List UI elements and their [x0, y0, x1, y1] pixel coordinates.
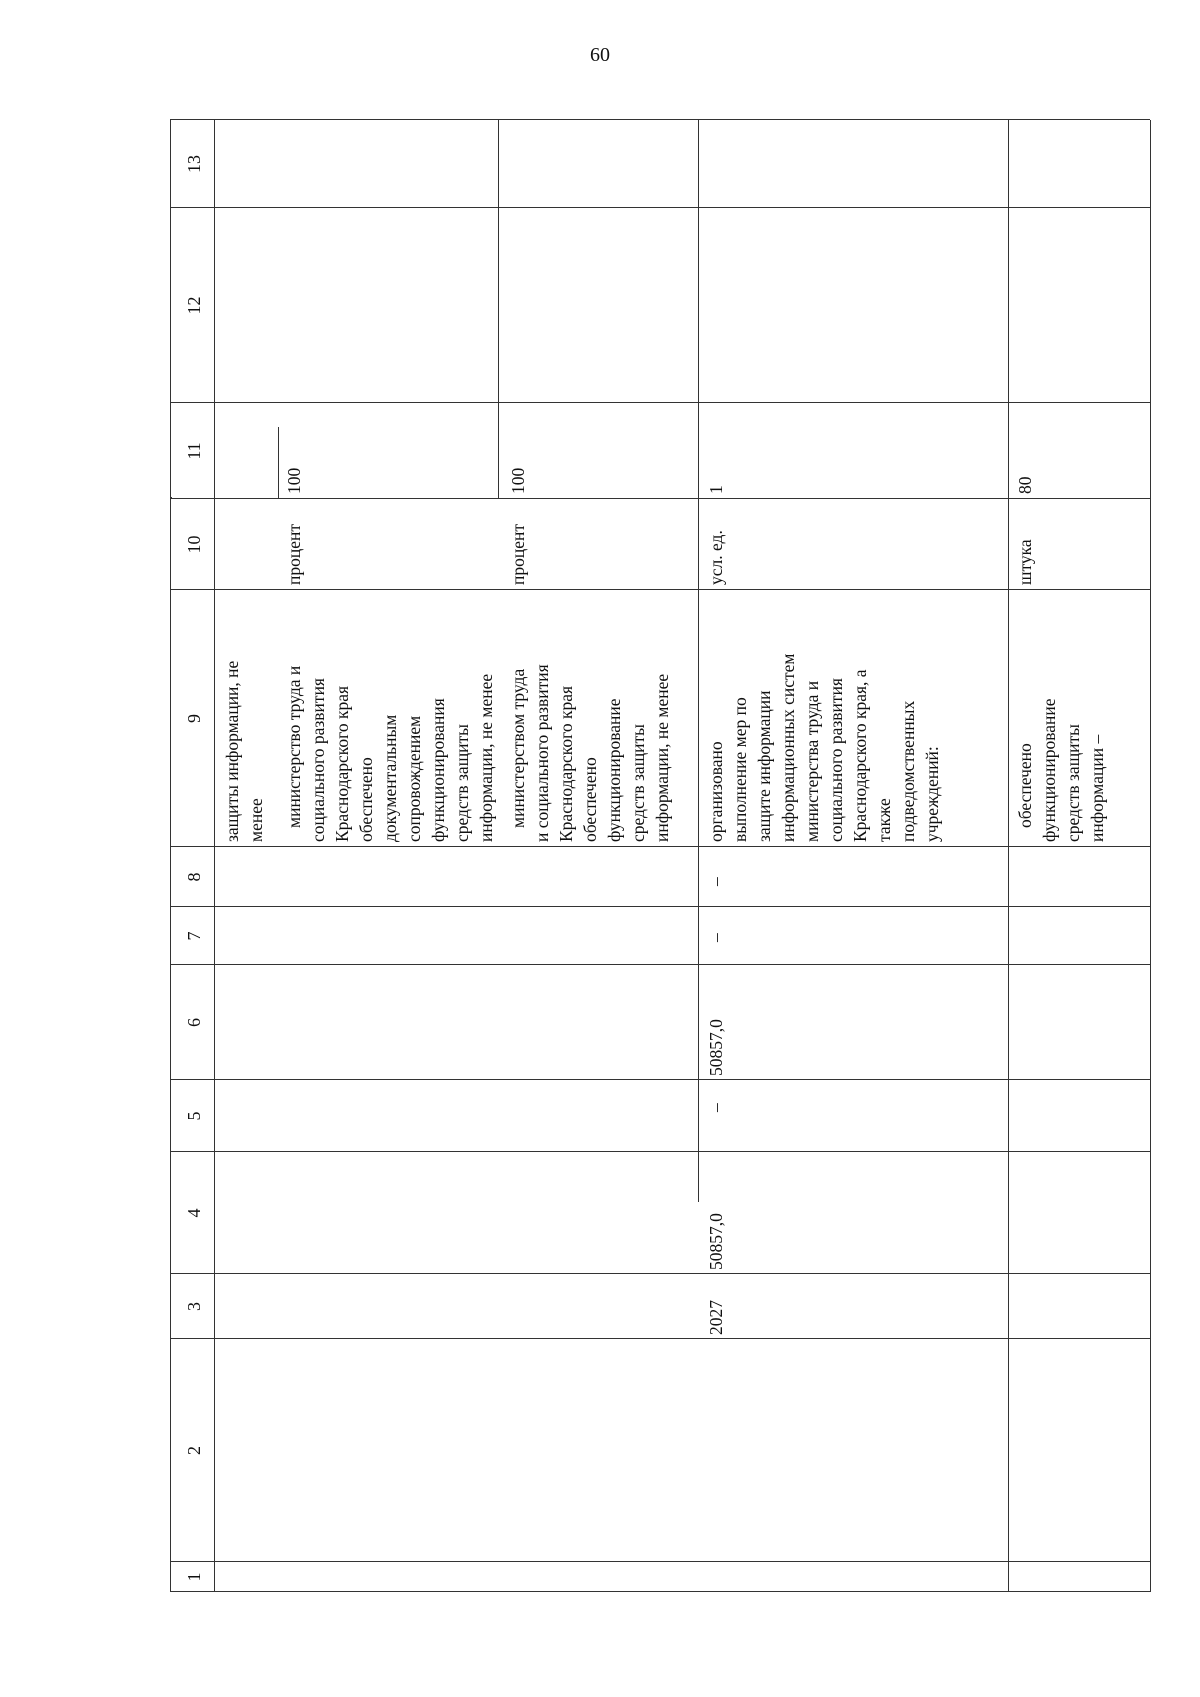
col-1-right [170, 1561, 1150, 1562]
col-header-5: 5 [184, 1111, 204, 1121]
col-11-right [170, 402, 1150, 403]
col5-row-c: – [706, 1103, 726, 1112]
unit-row-b: процент [508, 523, 528, 585]
col-header-10: 10 [184, 535, 204, 554]
col-header-4: 4 [184, 1208, 204, 1218]
value-row-a: 100 [284, 467, 304, 494]
year-row-c: 2027 [706, 1300, 726, 1335]
col-5-right [170, 1079, 1150, 1080]
table-border-bottom [170, 1591, 1150, 1592]
col-9-right [170, 589, 1150, 590]
page-content [170, 120, 1150, 1592]
unit-row-d: штука [1015, 539, 1035, 585]
value-row-d: 80 [1015, 476, 1035, 494]
separator-row-c [698, 120, 699, 1202]
col-header-12: 12 [184, 296, 204, 315]
separator-row-d-left [1008, 817, 1009, 1592]
col-8-right [170, 846, 1150, 847]
separator-row-a-top [278, 427, 279, 499]
table-border-top [170, 119, 1150, 120]
indicator-row-a: министерство труда и социального развития Краснодарского края обеспечено документальным сопровождением функционирования средств защиты информации, не менее [284, 665, 496, 842]
col-header-6: 6 [184, 1018, 204, 1027]
col-7-right [170, 906, 1150, 907]
col-header-13: 13 [184, 155, 204, 173]
col-4-right [170, 1151, 1150, 1152]
indicator-continuation: защиты информации, не менее [222, 660, 266, 842]
col-header-1: 1 [184, 1572, 204, 1582]
col-2-right [170, 1338, 1150, 1339]
col-12-right [170, 207, 1150, 208]
col-header-11: 11 [184, 442, 204, 460]
col-10-right [170, 498, 1150, 499]
col-header-3: 3 [184, 1302, 204, 1311]
col8-row-c: – [706, 877, 726, 886]
table-border-right [1150, 120, 1151, 1592]
value-row-c: 1 [706, 485, 726, 494]
indicator-row-c: организовано выполнение мер по защите информации информационных систем министерства труда и социального развития Краснодарского края, а также подведомственных учреждений: [706, 653, 942, 842]
col-header-7: 7 [184, 931, 204, 941]
page-number: 60 [590, 44, 610, 66]
unit-row-c: усл. ед. [706, 530, 726, 585]
separator-row-d-mid [1008, 633, 1009, 817]
col-header-8: 8 [184, 872, 204, 882]
rotated-table [170, 120, 1150, 1592]
col-header-9: 9 [184, 714, 204, 723]
col-3-right [170, 1273, 1150, 1274]
indicator-row-d: обеспечено функционирование средств защиты информации – [1015, 698, 1107, 842]
col6-row-c: 50857,0 [706, 1019, 726, 1076]
col-header-2: 2 [184, 1446, 204, 1455]
total-row-c: 50857,0 [706, 1213, 726, 1270]
col7-row-c: – [706, 933, 726, 942]
col-6-right [170, 964, 1150, 965]
separator-row-d-right [1008, 120, 1009, 633]
value-row-b: 100 [508, 467, 528, 494]
indicator-row-b: министерством труда и социального развития Краснодарского края обеспечено функционирование средств защиты информации, не менее [508, 664, 672, 842]
separator-row-b-top [498, 120, 499, 499]
unit-row-a: процент [284, 523, 304, 585]
